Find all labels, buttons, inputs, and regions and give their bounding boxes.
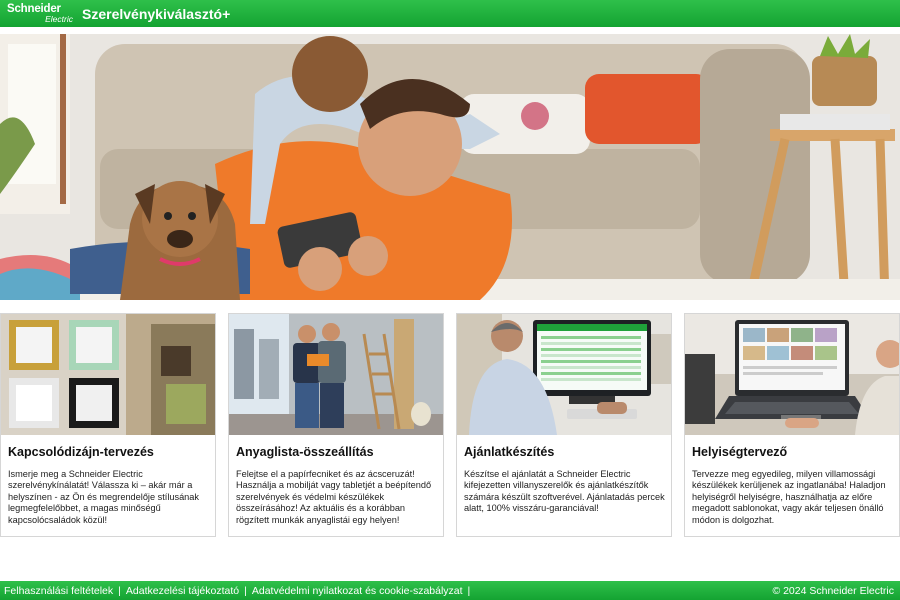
- logo-wordmark-top: Schneider: [7, 3, 61, 15]
- feature-card[interactable]: [0, 313, 216, 537]
- footer-separator: |: [244, 584, 247, 597]
- card-description: Ismerje meg a Schneider Electric szerelvénykínálatát! Válassza ki – akár már a helyszínen - az Ön és megrendelője stílusának legmegfelelőbbet, a magas minőségű kapcsolócsaládok közül!: [8, 469, 199, 525]
- card-title: Ajánlatkészítés: [464, 445, 555, 459]
- card-image-room-planner: [685, 314, 899, 435]
- footer-separator: |: [467, 584, 471, 597]
- schneider-electric-logo[interactable]: [7, 4, 73, 23]
- footer-bar: [0, 581, 900, 600]
- data-processing-info-link[interactable]: Adatkezelési tájékoztató: [125, 584, 240, 597]
- card-description: Készítse el ajánlatát a Schneider Electric kifejezetten villanyszerelők és ajánlatkészítők számára készült szoftverével. Ajánlatadás percek alatt, 100% visszáru-garanciával!: [464, 469, 665, 514]
- card-title: Kapcsolódizájn-tervezés: [8, 445, 154, 459]
- copyright-notice: © 2024 Schneider Electric: [772, 584, 894, 597]
- feature-card[interactable]: [684, 313, 900, 537]
- logo-wordmark-bottom: Electric: [45, 13, 73, 24]
- feature-card[interactable]: [456, 313, 672, 537]
- card-description: Tervezze meg egyedileg, milyen villamossági készülékek kerüljenek az ingatlanába! Haladjon helyiségről helyiségre, használhatja az előre megadott sablonokat, vagy akár teljesen önálló módon is dolgozhat.: [692, 469, 886, 525]
- hero-banner-image: [0, 34, 900, 300]
- feature-card[interactable]: [228, 313, 444, 537]
- terms-of-use-link[interactable]: Felhasználási feltételek: [4, 584, 114, 597]
- footer-separator: |: [118, 584, 121, 597]
- card-image-quote-software: [457, 314, 671, 435]
- card-description: Felejtse el a papírfecniket és az ácsceruzát! Használja a mobilját vagy tabletjét a beépítendő szerelvények és védelmi készülékek összeírásához! Az aktuális és a korábban rögzített munkák anyaglistái egy helyen!: [236, 469, 432, 525]
- footer-links: [4, 585, 475, 597]
- app-title: Szerelvénykiválasztó+: [82, 5, 231, 22]
- card-title: Anyaglista-összeállítás: [236, 445, 374, 459]
- feature-cards: [0, 313, 900, 537]
- privacy-cookie-policy-link[interactable]: Adatvédelmi nyilatkozat és cookie-szabályzat: [251, 584, 463, 597]
- top-header-bar: [0, 0, 900, 27]
- card-image-switch-designs: [1, 314, 215, 435]
- card-title: Helyiségtervező: [692, 445, 788, 459]
- card-image-construction-workers: [229, 314, 443, 435]
